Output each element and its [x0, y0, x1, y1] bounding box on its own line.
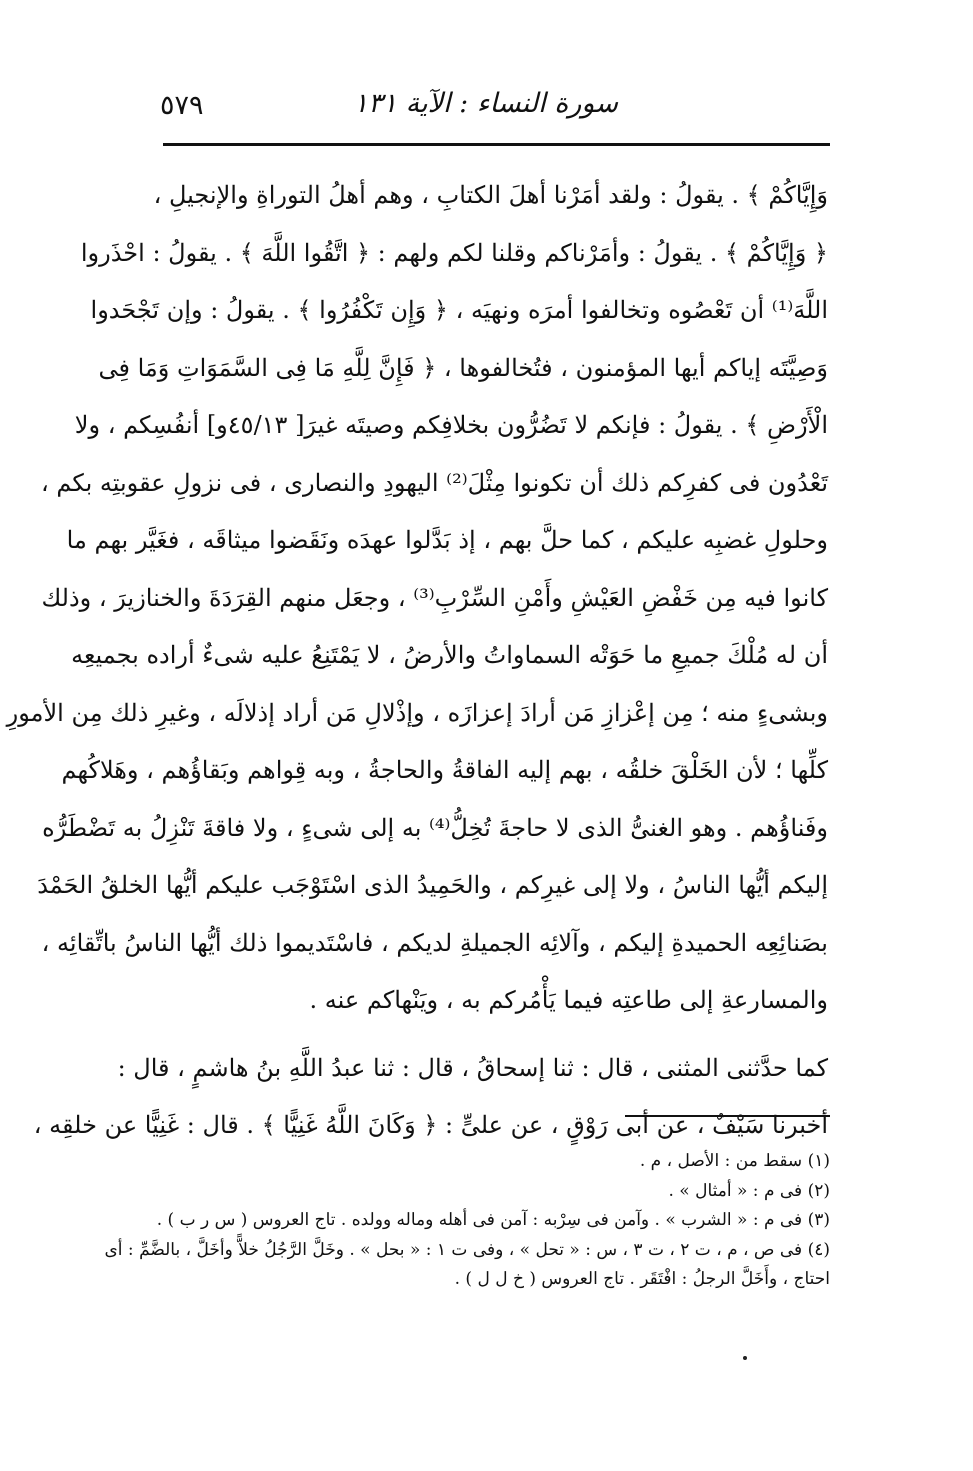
paragraph-gap	[160, 1030, 828, 1040]
text-line: أن له مُلْكَ جميعِ ما حَوَتْه السماواتُ والأرضُ ، لا يَمْتَنِعُ عليه شىءٌ أراده بجميعِه	[71, 641, 828, 669]
text-line: أخبرنا سَيْفٌ ، عن أبى رَوْقٍ ، عن علىٍّ : ﴿ وَكَانَ اللَّهُ غَنِيًّا ﴾ . قال : غَنِيًّا عن خلقِه ،	[33, 1111, 828, 1139]
text-line: وفَناؤُهم . وهو الغنىُّ الذى لا حاجةَ تُخِلُّ⁽⁴⁾ به إلى شىءٍ ، ولا فاقةَ تَنْزِلُ به تَضْطَرُّه	[42, 813, 828, 842]
ink-speck	[743, 1356, 747, 1360]
footnote-line: (١) سقط من : الأصل ، م .	[639, 1151, 830, 1171]
text-line: وحلولِ غضبِه عليكم ، كما حلَّ بهم ، إذ بَدَّلوا عهدَه ونَقَضوا ميثاقَه ، فغَيَّر بهم ما	[66, 526, 828, 554]
page-number: ٥٧٩	[160, 90, 204, 121]
running-header	[160, 88, 828, 136]
header-title: سورة النساء : الآية ١٣١	[353, 88, 618, 119]
footnote-line: احتاج ، وأَخَلَّ الرجلُ : افْتَقَر . تاج العروس ( خ ل ل ) .	[454, 1269, 830, 1289]
footnotes	[104, 1147, 830, 1295]
text-line: وبشىءٍ منه ؛ مِن إعْزازِ مَن أرادَ إعزازَه ، وإذْلالِ مَن أراد إذلالَه ، وغيرِ ذلك مِن الأمورِ	[6, 698, 828, 727]
text-line: وَإِيَّاكُمْ ﴾ . يقولُ : ولقد أمَرْنا أهلَ الكتابِ ، وهم أهلُ التوراةِ والإنجيلِ ،	[153, 181, 828, 209]
text-line: وَصِيَّتَه إياكم أيها المؤمنون ، فتُخالفوها ، ﴿ فَإِنَّ لِلَّهِ مَا فِى السَّمَوَاتِ وَمَا فِى	[98, 353, 828, 382]
footnote-line: (٢) فى م : « أمثال » .	[668, 1180, 830, 1201]
text-line: بصَنائِعِه الحميدةِ إليكم ، وآلائِه الجميلةِ لديكم ، فاسْتَديموا ذلك أيُّها الناسُ باتِّقائِه ،	[41, 928, 828, 957]
text-line: إليكم أيُّها الناسُ ، ولا إلى غيرِكم ، والحَمِيدُ الذى اسْتَوْجَب عليكم أيُّها الخلقُ الحَمْدَ	[37, 871, 828, 899]
text-line: تَعْدُون فى كفرِكم ذلك أن تكونوا مِثْلَ⁽²⁾ اليهودِ والنصارى ، فى نزولِ عقوبتِه بكم ،	[40, 468, 828, 497]
main-text	[6, 167, 828, 1155]
text-line: ﴿ وَإِيَّاكُمْ ﴾ . يقولُ : وأمَرْناكم وقلنا لكم ولهم : ﴿ اتَّقُوا اللَّهَ ﴾ . يقولُ : احْذَروا	[80, 238, 828, 267]
text-line: كلِّها ؛ لأن الخَلْقَ خلقُه ، بهم إليه الفاقةُ والحاجةُ ، وبه قِواهم وبَقاؤُهم ، وهَلاكُهم	[61, 756, 828, 784]
text-line: اللَّهَ⁽¹⁾ أن تَعْصُوه وتخالفوا أمرَه ونهيَه ، ﴿ وَإِن تَكْفُرُوا ﴾ . يقولُ : وإن تَجْحَدوا	[90, 296, 828, 324]
footnote-line: (٤) فى ص ، م ، ت ٢ ، ت ٣ ، س : « تحل » ، وفى ت ١ : « بحل » . وخَلَّ الرَّجُلُ خلاًّ وأخَلَّ ، بالضَّمِّ : أى	[104, 1239, 830, 1260]
header-rule	[163, 143, 830, 146]
footnote-rule	[625, 1115, 830, 1117]
text-line: الْأَرْضِ ﴾ . يقولُ : فإنكم لا تَضُرُّون بخلافِكم وصيتَه غيرَ[ ٤٥/١٣و] أنفُسِكم ، ولا	[74, 411, 828, 439]
text-line: كانوا فيه مِن خَفْضِ العَيْشِ وأَمْنِ السِّرْبِ⁽³⁾ ، وجعَل منهم القِرَدَةَ والخنازيرَ ، وذلك	[41, 583, 828, 612]
text-line: والمسارعةِ إلى طاعتِه فيما يَأْمُركم به ، ويَنْهاكم عنه .	[309, 986, 828, 1014]
text-line: كما حدَّثنى المثنى ، قال : ثنا إسحاقُ ، قال : ثنا عبدُ اللَّهِ بنُ هاشمٍ ، قال :	[117, 1053, 828, 1082]
footnote-line: (٣) فى م : « الشرب » . وآمن فى سِرْبه : آمن فى أهله وماله وولده . تاج العروس ( س ر ب ) .	[156, 1210, 830, 1230]
